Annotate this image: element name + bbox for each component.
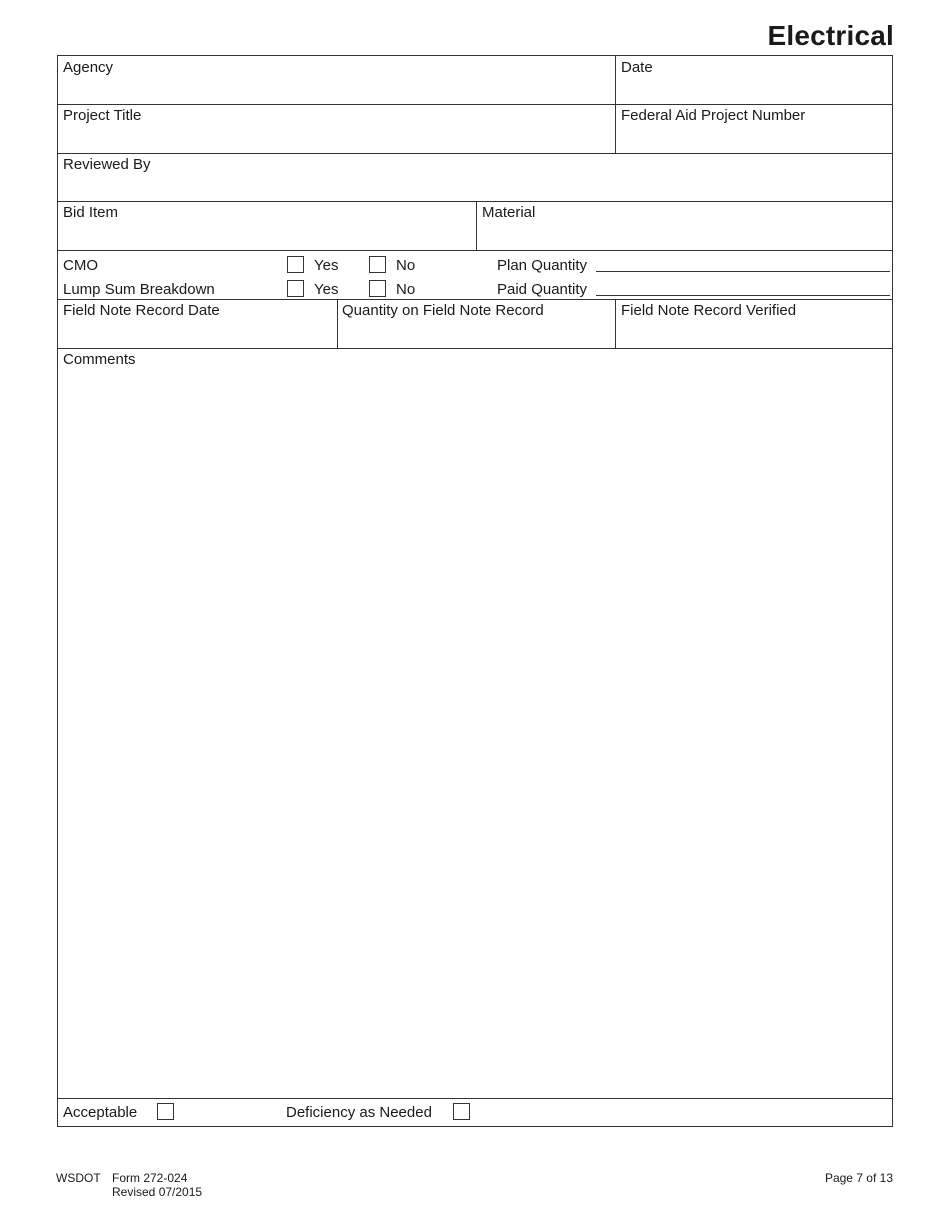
column-divider xyxy=(615,299,616,348)
bid-item-field[interactable]: Bid Item xyxy=(63,204,119,221)
column-divider xyxy=(337,299,338,348)
column-divider xyxy=(615,56,616,153)
page-title: Electrical xyxy=(767,20,894,51)
inspection-form xyxy=(57,55,893,1127)
cmo-no-checkbox[interactable] xyxy=(369,256,386,273)
cmo-yes-checkbox[interactable] xyxy=(287,256,304,273)
project-title-field[interactable]: Project Title xyxy=(63,107,142,124)
row-divider xyxy=(58,153,892,154)
deficiency-label: Deficiency as Needed xyxy=(286,1104,432,1121)
paid-quantity-label: Paid Quantity xyxy=(497,281,588,298)
plan-quantity-input[interactable] xyxy=(596,271,890,272)
deficiency-checkbox[interactable] xyxy=(453,1103,470,1120)
agency-field[interactable]: Agency xyxy=(63,59,114,76)
row-divider xyxy=(58,299,892,300)
acceptable-label: Acceptable xyxy=(63,1104,138,1121)
comments-field[interactable]: Comments xyxy=(63,351,136,368)
cmo-yes-label: Yes xyxy=(314,257,339,274)
lump-sum-yes-label: Yes xyxy=(314,281,339,298)
row-divider xyxy=(58,201,892,202)
footer-form-number: Form 272-024 xyxy=(112,1171,188,1185)
cmo-label: CMO xyxy=(63,257,98,274)
row-divider xyxy=(58,1098,892,1099)
footer-page-number: Page 7 of 13 xyxy=(824,1171,893,1185)
field-note-record-date-field[interactable]: Field Note Record Date xyxy=(63,302,220,319)
date-field[interactable]: Date xyxy=(621,59,653,76)
plan-quantity-label: Plan Quantity xyxy=(497,257,588,274)
lump-sum-no-label: No xyxy=(396,281,416,298)
row-divider xyxy=(58,348,892,349)
cmo-no-label: No xyxy=(396,257,416,274)
column-divider xyxy=(476,201,477,250)
material-field[interactable]: Material xyxy=(482,204,536,221)
row-divider xyxy=(58,250,892,251)
quantity-on-field-note-record-field[interactable]: Quantity on Field Note Record xyxy=(342,302,544,319)
field-note-record-verified-field[interactable]: Field Note Record Verified xyxy=(621,302,797,319)
lump-sum-breakdown-label: Lump Sum Breakdown xyxy=(63,281,215,298)
footer-revised: Revised 07/2015 xyxy=(112,1185,203,1199)
paid-quantity-input[interactable] xyxy=(596,295,890,296)
reviewed-by-field[interactable]: Reviewed By xyxy=(63,156,151,173)
row-divider xyxy=(58,104,892,105)
footer-agency: WSDOT xyxy=(56,1171,101,1185)
acceptable-checkbox[interactable] xyxy=(157,1103,174,1120)
federal-aid-project-number-field[interactable]: Federal Aid Project Number xyxy=(621,107,806,124)
lump-sum-no-checkbox[interactable] xyxy=(369,280,386,297)
lump-sum-yes-checkbox[interactable] xyxy=(287,280,304,297)
